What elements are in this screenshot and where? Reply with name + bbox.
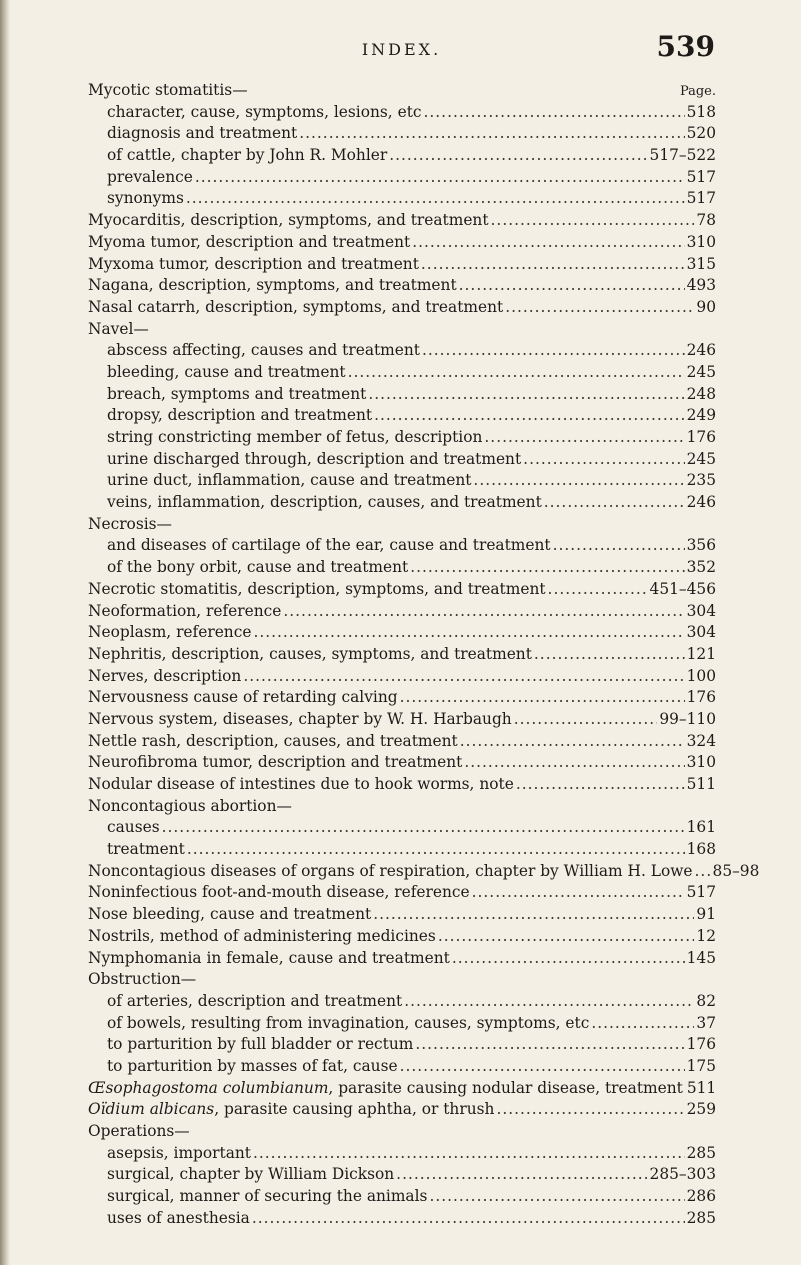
entry-text: surgical, manner of securing the animals (107, 1187, 428, 1206)
entry-text: asepsis, important (107, 1143, 251, 1162)
index-entry (88, 861, 760, 883)
index-subentry (88, 188, 716, 210)
index-entry (88, 579, 716, 601)
entry-page-ref: 511 (686, 775, 716, 793)
entry-text: string constricting member of fetus, description (107, 428, 483, 446)
leader-dots (452, 948, 685, 970)
index-subentry (88, 102, 716, 124)
entry-text: of arteries, description and treatment (107, 991, 403, 1010)
leader-dots (516, 774, 685, 796)
leader-dots (400, 1056, 685, 1078)
index-entry (88, 297, 716, 319)
index-entry (88, 1099, 716, 1121)
entry-text: of cattle, chapter by John R. Mohler (107, 146, 388, 165)
entry-text: Myoma tumor, description and treatment (88, 232, 411, 251)
index-entry (88, 1078, 716, 1100)
page-column-label: Page. (679, 84, 716, 99)
entry-text: Nodular disease of intestines due to hook worms, note (88, 775, 514, 793)
index-entry (88, 80, 716, 102)
entry-page-ref: 82 (696, 991, 716, 1010)
entry-text: Necrosis— (88, 514, 172, 533)
entry-page-ref: 285–303 (649, 1165, 716, 1184)
index-entry (88, 774, 716, 796)
leader-dots (424, 102, 685, 124)
index-subentry (88, 1034, 716, 1056)
entry-page-ref: 520 (686, 124, 716, 143)
index-subentry (88, 1186, 716, 1208)
entry-text: Myocarditis, description, symptoms, and treatment (88, 211, 489, 230)
entry-page-ref: 451–456 (649, 579, 716, 598)
index-entry (88, 319, 716, 341)
entry-page-ref: 168 (686, 840, 716, 859)
index-subentry (88, 557, 716, 579)
entry-page-ref: 78 (696, 211, 716, 230)
entry-page-ref: 310 (686, 232, 716, 251)
leader-dots (404, 991, 694, 1013)
entry-text: uses of anesthesia (107, 1208, 250, 1227)
leader-dots (591, 1013, 694, 1035)
index-subentry (88, 470, 716, 492)
entry-text: dropsy, description and treatment (107, 406, 373, 425)
entry-page-ref: 285 (686, 1208, 716, 1227)
index-entry (88, 969, 716, 991)
index-subentry (88, 1208, 716, 1230)
index-entry (88, 622, 716, 644)
leader-dots (548, 579, 648, 601)
entry-page-ref: 248 (686, 384, 716, 403)
leader-dots (553, 535, 685, 557)
index-subentry (88, 384, 716, 406)
leader-dots (421, 254, 685, 276)
entry-text: Myxoma tumor, description and treatment (88, 254, 419, 273)
entry-text: Nerves, description (88, 666, 242, 685)
leader-dots (283, 601, 684, 623)
index-entry (88, 514, 716, 536)
entry-text: synonyms (107, 189, 184, 208)
index-entry (88, 666, 716, 688)
entry-text: character, cause, symptoms, lesions, etc (107, 102, 422, 121)
leader-dots (491, 210, 695, 232)
index-entry (88, 232, 716, 254)
index-subentry (88, 492, 716, 514)
page-number: 539 (656, 30, 715, 63)
entry-text: Neurofibroma tumor, description and treatment (88, 753, 463, 772)
entry-text: Necrotic stomatitis, description, symptoms, and treatment (88, 579, 546, 598)
index-entry (88, 796, 716, 818)
index-entry (88, 1121, 716, 1143)
leader-dots (695, 861, 711, 883)
entry-text: diagnosis and treatment (107, 124, 298, 143)
leader-dots (368, 384, 684, 406)
entry-text: Nymphomania in female, cause and treatment (88, 948, 450, 967)
entry-text: urine duct, inflammation, cause and treatment (107, 471, 472, 490)
entry-page-ref: 324 (686, 731, 716, 750)
leader-dots (410, 557, 684, 579)
entry-page-ref: 161 (686, 818, 716, 837)
entry-page-ref: 518 (686, 102, 716, 121)
entry-page-ref: 511 (686, 1078, 717, 1097)
entry-text: Nettle rash, description, causes, and treatment (88, 731, 458, 750)
leader-dots (243, 666, 684, 688)
index-subentry (88, 427, 716, 449)
index-entries (88, 80, 760, 1229)
entry-page-ref: 286 (686, 1187, 716, 1206)
leader-dots (422, 340, 685, 362)
index-subentry (88, 535, 716, 557)
leader-dots (195, 167, 685, 189)
leader-dots (460, 731, 685, 753)
index-entry (88, 644, 716, 666)
entry-text: to parturition by masses of fat, cause (107, 1056, 398, 1075)
index-subentry (88, 817, 716, 839)
entry-page-ref: 304 (686, 623, 716, 642)
entry-text: Noncontagious abortion— (88, 796, 292, 815)
entry-page-ref: 91 (696, 905, 716, 924)
entry-page-ref: 517 (686, 167, 716, 186)
entry-text: prevalence (107, 167, 193, 186)
leader-dots (523, 449, 684, 471)
entry-page-ref: 37 (696, 1013, 716, 1032)
entry-text: treatment (107, 840, 185, 859)
index-entry (88, 948, 716, 970)
index-entry (88, 752, 716, 774)
leader-dots (412, 232, 684, 254)
entry-page-ref: 245 (686, 449, 716, 468)
index-subentry (88, 1013, 716, 1035)
index-subentry (88, 362, 716, 384)
leader-dots (438, 926, 695, 948)
leader-dots (544, 492, 685, 514)
leader-dots (484, 427, 684, 449)
index-entry (88, 275, 716, 297)
leader-dots (374, 405, 685, 427)
leader-dots (253, 622, 684, 644)
index-subentry (88, 449, 716, 471)
entry-text: and diseases of cartilage of the ear, cause and treatment (107, 536, 551, 555)
entry-text: causes (107, 818, 160, 837)
entry-page-ref: 121 (686, 644, 716, 663)
entry-page-ref: 85–98 (712, 861, 760, 880)
page-edge (0, 0, 10, 1265)
entry-page-ref: 100 (686, 666, 716, 685)
entry-text: veins, inflammation, description, causes, and treatment (107, 493, 542, 512)
entry-page-ref: 235 (686, 471, 716, 490)
leader-dots (348, 362, 685, 384)
entry-page-ref: 310 (686, 753, 716, 772)
leader-dots (514, 709, 658, 731)
index-entry (88, 731, 716, 753)
entry-page-ref: 352 (686, 558, 716, 577)
index-entry (88, 926, 716, 948)
index-subentry (88, 1056, 716, 1078)
entry-page-ref: 517–522 (649, 146, 716, 165)
entry-page-ref: 493 (686, 276, 716, 295)
entry-text: Nephritis, description, causes, symptoms, and treatment (88, 644, 532, 663)
leader-dots (389, 145, 647, 167)
index-subentry (88, 145, 716, 167)
page-header (88, 30, 715, 70)
index-subentry (88, 1143, 716, 1165)
leader-dots (396, 1164, 647, 1186)
index-subentry (88, 991, 716, 1013)
entry-page-ref: 517 (686, 189, 716, 208)
entry-text: Noncontagious diseases of organs of respiration, chapter by William H. Lowe (88, 861, 693, 880)
leader-dots (459, 275, 685, 297)
index-entry (88, 687, 716, 709)
entry-page-ref: 145 (686, 948, 716, 967)
entry-page-ref: 12 (696, 926, 716, 945)
leader-dots (472, 882, 685, 904)
entry-text: Nasal catarrh, description, symptoms, and treatment (88, 297, 504, 316)
entry-text: Neoplasm, reference (88, 623, 252, 642)
leader-dots (252, 1208, 685, 1230)
entry-text: Oïdium albicans, parasite causing aphtha, or thrush (88, 1100, 495, 1119)
entry-page-ref: 246 (686, 341, 716, 360)
entry-page-ref: 246 (686, 493, 716, 512)
entry-page-ref: 99–110 (659, 709, 716, 728)
entry-page-ref: 176 (686, 688, 716, 707)
entry-text: to parturition by full bladder or rectum (107, 1035, 414, 1054)
entry-text: Obstruction— (88, 970, 197, 989)
entry-text: Mycotic stomatitis— (88, 81, 248, 99)
leader-dots (505, 297, 694, 319)
entry-page-ref: 245 (686, 362, 716, 381)
leader-dots (373, 904, 694, 926)
entry-text: urine discharged through, description and treatment (107, 449, 522, 468)
entry-italic-text: Œsophagostoma columbianum (88, 1078, 329, 1097)
entry-text: abscess affecting, causes and treatment (107, 341, 420, 360)
entry-page-ref: 285 (686, 1143, 716, 1162)
index-subentry (88, 405, 716, 427)
entry-page-ref: 304 (686, 601, 716, 620)
entry-text: of the bony orbit, cause and treatment (107, 558, 409, 577)
entry-page-ref: 315 (686, 254, 716, 273)
index-entry (88, 210, 716, 232)
entry-text: Neoformation, reference (88, 601, 282, 620)
index-subentry (88, 123, 716, 145)
entry-text: Operations— (88, 1122, 190, 1140)
leader-dots (299, 123, 684, 145)
entry-page-ref: 176 (686, 1035, 716, 1054)
entry-page-ref: 90 (696, 297, 716, 316)
entry-text: of bowels, resulting from invagination, causes, symptoms, etc (107, 1013, 590, 1032)
index-subentry (88, 1164, 716, 1186)
entry-text: surgical, chapter by William Dickson (107, 1165, 395, 1184)
entry-page-ref: 175 (686, 1056, 716, 1075)
entry-italic-text: Oïdium albicans (88, 1100, 215, 1119)
entry-page-ref: 259 (686, 1100, 716, 1119)
index-entry (88, 601, 716, 623)
entry-text: breach, symptoms and treatment (107, 384, 367, 403)
entry-page-ref: 249 (686, 406, 716, 425)
entry-page-ref: 356 (686, 536, 716, 555)
leader-dots (429, 1186, 684, 1208)
index-entry (88, 904, 716, 926)
index-subentry (88, 167, 716, 189)
running-title: INDEX. (361, 40, 442, 59)
index-entry (88, 254, 716, 276)
leader-dots (253, 1143, 685, 1165)
entry-text: Nervousness cause of retarding calving (88, 688, 398, 707)
leader-dots (496, 1099, 684, 1121)
entry-text: Navel— (88, 319, 149, 338)
entry-text: bleeding, cause and treatment (107, 362, 346, 381)
index-entry (88, 882, 716, 904)
leader-dots (534, 644, 685, 666)
entry-page-ref: 176 (686, 428, 716, 446)
entry-text: Nose bleeding, cause and treatment (88, 905, 372, 924)
leader-dots (186, 188, 685, 210)
entry-text: Nervous system, diseases, chapter by W. H. Harbaugh (88, 709, 512, 728)
leader-dots (415, 1034, 684, 1056)
index-subentry (88, 340, 716, 362)
leader-dots (464, 752, 684, 774)
index-entry (88, 709, 716, 731)
entry-text: Nagana, description, symptoms, and treatment (88, 276, 457, 295)
leader-dots (187, 839, 685, 861)
leader-dots (400, 687, 685, 709)
leader-dots (162, 817, 685, 839)
entry-text: Noninfectious foot-and-mouth disease, reference (88, 883, 470, 902)
index-subentry (88, 839, 716, 861)
entry-text: Œsophagostoma columbianum, parasite causing nodular disease, treatment (88, 1078, 683, 1097)
leader-dots (473, 470, 684, 492)
entry-page-ref: 517 (686, 883, 716, 902)
entry-text: Nostrils, method of administering medicines (88, 926, 436, 945)
